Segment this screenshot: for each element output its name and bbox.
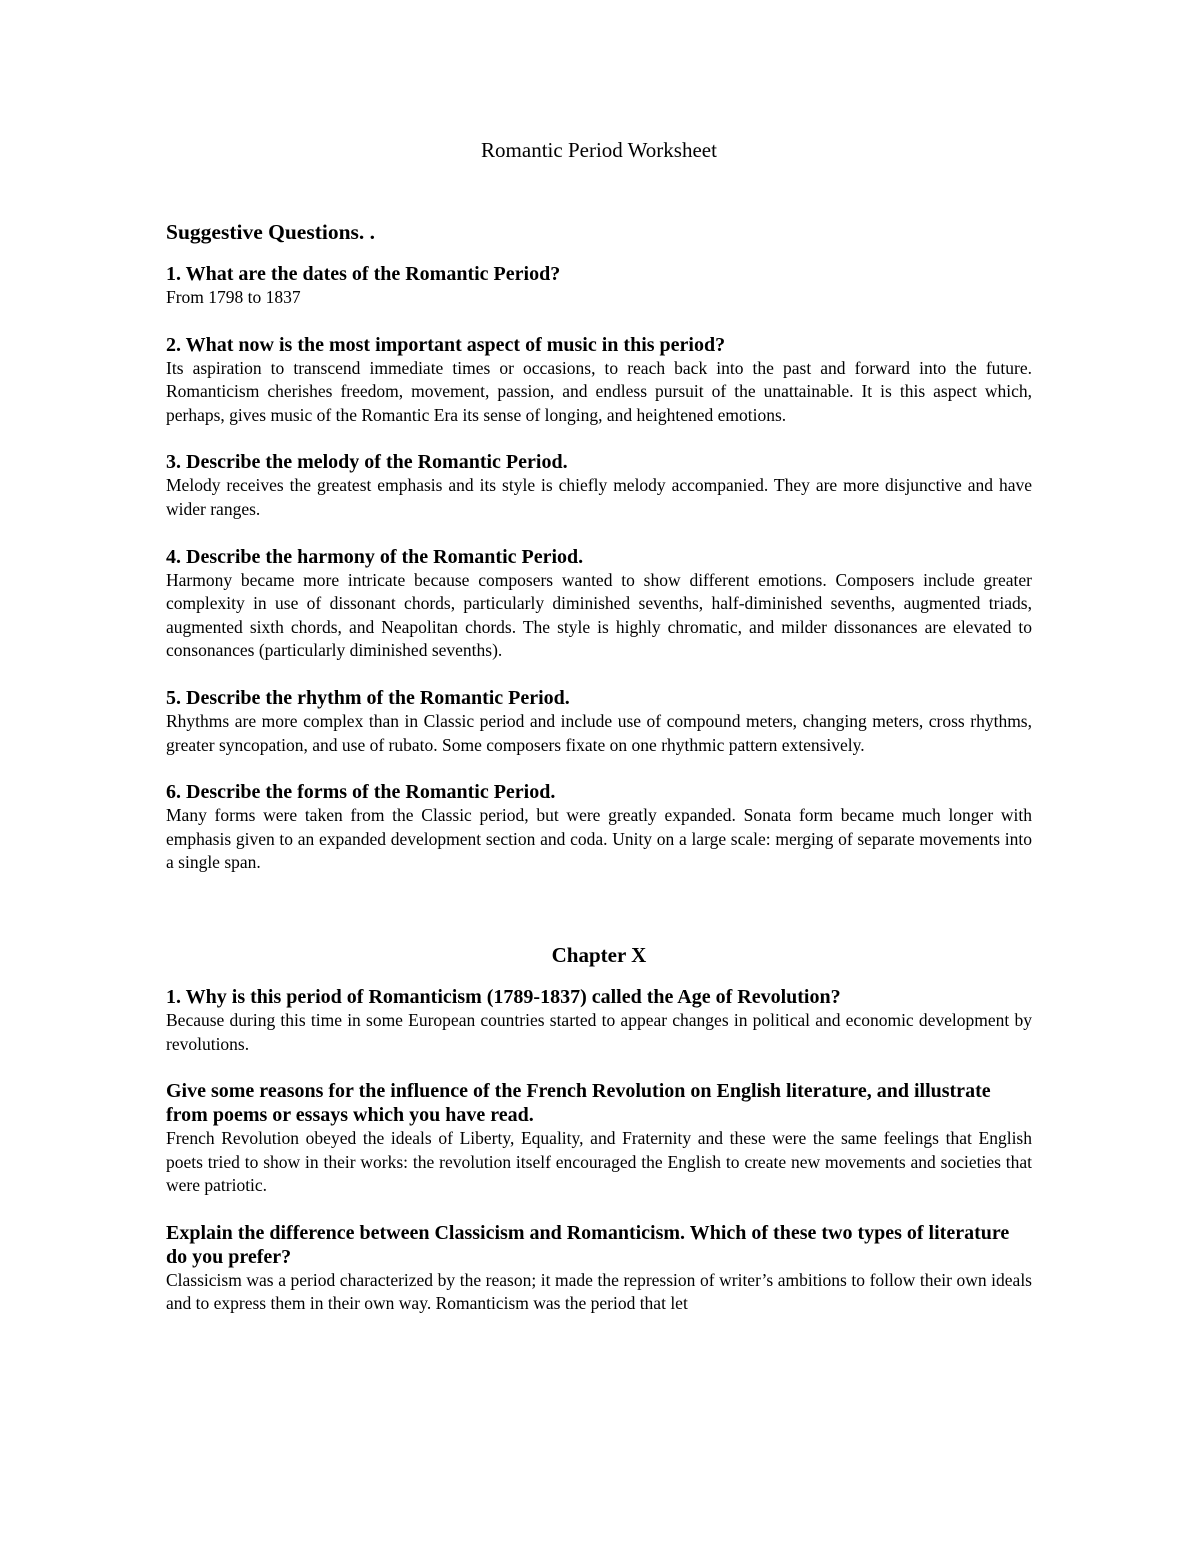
question-block-1 [166, 262, 1032, 310]
answer-text: Rhythms are more complex than in Classic period and include use of compound meters, changing meters, cross rhythms, greater syncopation, and use of rubato. Some composers fixate on one rhythmic pattern extensively. [166, 710, 1032, 755]
question-text: 1. Why is this period of Romanticism (1789-1837) called the Age of Revolution? [166, 985, 841, 1008]
question-text: Explain the difference between Classicism and Romanticism. Which of these two types of literature do you prefer? [166, 1221, 1010, 1268]
question-text: 1. What are the dates of the Romantic Period? [166, 263, 561, 285]
question-block-6 [166, 780, 1032, 875]
question-text: 3. Describe the melody of the Romantic Period. [166, 451, 568, 474]
answer-text: Melody receives the greatest emphasis and its style is chiefly melody accompanied. They are more disjunctive and have wider ranges. [166, 475, 1032, 519]
chapter-question-block-1 [166, 985, 1032, 1056]
question-text: 6. Describe the forms of the Romantic Period. [166, 781, 556, 804]
answer-text: Its aspiration to transcend immediate times or occasions, to reach back into the past and forward into the future. Romanticism cherishes freedom, movement, passion, and endless pursuit of the unattainable. It is this aspect which, perhaps, gives music of the Romantic Era its sense of longing, and heightened emotions. [166, 357, 1032, 425]
answer-text: From 1798 to 1837 [166, 287, 301, 307]
chapter-heading: Chapter X [551, 942, 647, 967]
question-text: 2. What now is the most important aspect of music in this period? [166, 333, 726, 356]
page-title: Romantic Period Worksheet [481, 138, 717, 162]
question-block-2 [166, 333, 1032, 428]
question-text: 4. Describe the harmony of the Romantic Period. [166, 545, 584, 568]
question-text: 5. Describe the rhythm of the Romantic Period. [166, 686, 570, 709]
answer-text: Many forms were taken from the Classic period, but were greatly expanded. Sonata form became much longer with emphasis given to an expanded development section and coda. Unity on a large scale: merging of separate movements into a single span. [166, 805, 1032, 873]
answer-text: French Revolution obeyed the ideals of Liberty, Equality, and Fraternity and these were the same feelings that English poets tried to show in their works: the revolution itself encouraged the English to create new movements and societies that were patriotic. [166, 1128, 1032, 1196]
worksheet-page [166, 136, 1032, 1316]
question-text: Give some reasons for the influence of the French Revolution on English literature, and illustrate from poems or essays which you have read. [166, 1080, 991, 1127]
answer-text: Harmony became more intricate because composers wanted to show different emotions. Composers include greater complexity in use of dissonant chords, particularly diminished sevenths, half-diminished sevenths, augmented triads, augmented sixth chords, and Neapolitan chords. The style is highly chromatic, and milder dissonances are elevated to consonances (particularly diminished sevenths). [166, 569, 1032, 661]
question-block-3 [166, 450, 1032, 521]
question-block-5 [166, 686, 1032, 757]
question-block-4 [166, 545, 1032, 663]
chapter-question-block-2 [166, 1079, 1032, 1198]
chapter-question-block-3 [166, 1221, 1032, 1316]
answer-text: Because during this time in some European countries started to appear changes in political and economic development by revolutions. [166, 1009, 1032, 1054]
suggestive-questions-heading: Suggestive Questions. . [166, 220, 376, 244]
answer-text: Classicism was a period characterized by the reason; it made the repression of writer’s ambitions to follow their own ideals and to express them in their own way. Romanticism was the period that let [166, 1269, 1032, 1314]
